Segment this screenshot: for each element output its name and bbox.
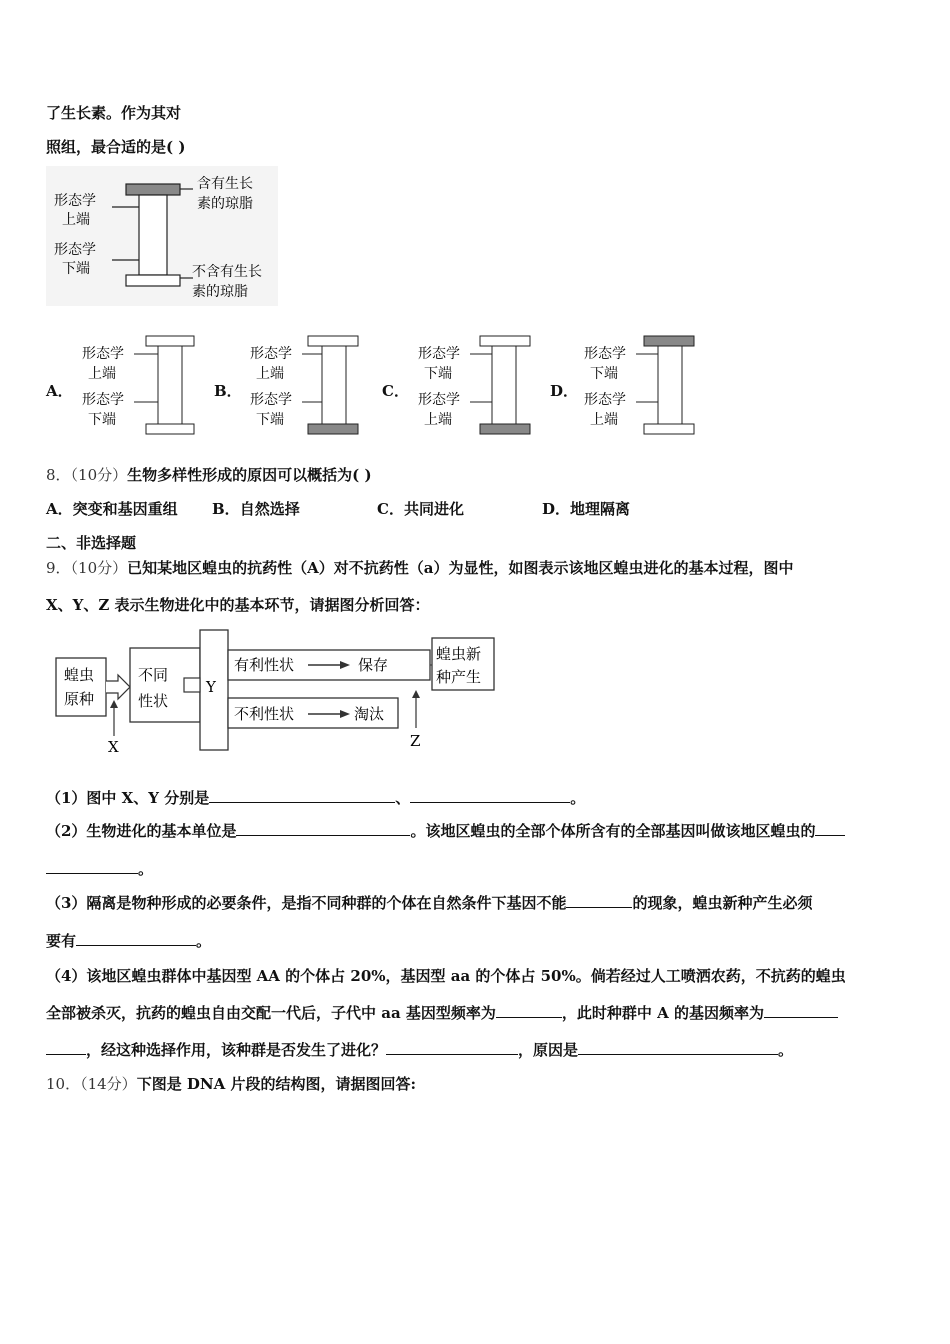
new-species-label-2: 种产生 <box>436 668 482 686</box>
q9-p2-blank-1[interactable] <box>236 821 410 836</box>
q9-stem-1: 已知某地区蝗虫的抗药性（A）对不抗药性（a）为显性，如图表示该地区蝗虫进化的基本过程，图中 <box>127 559 794 577</box>
svg-text:形态学: 形态学 <box>250 346 292 362</box>
keep-label: 保存 <box>358 656 389 674</box>
main-bottom-label-2: 下端 <box>62 261 90 277</box>
main-right-top-2: 素的琼脂 <box>197 196 253 212</box>
q7-option-b-letter[interactable]: B． <box>214 382 242 400</box>
q9-part-4-line-2: 全部被杀灭，抗药的蝗虫自由交配一代后，子代中 aa 基因型频率为 ，此时种群中 A 的基因频率为 <box>46 1002 838 1023</box>
q7-option-a-figure[interactable] <box>80 334 200 438</box>
unfavorable-label: 不利性状 <box>234 705 295 723</box>
q10-stem: 下图是 DNA 片段的结构图，请据图回答: <box>136 1075 417 1093</box>
q8-option-d[interactable]: D．地理隔离 <box>542 500 631 518</box>
svg-text:形态学: 形态学 <box>82 346 124 362</box>
variation-label-2: 性状 <box>138 692 169 710</box>
svg-text:下端: 下端 <box>88 412 116 428</box>
main-right-bottom-1: 不含有生长 <box>192 264 262 280</box>
q9-part-4-line-3: ，经这种选择作用，该种群是否发生了进化？ ，原因是 。 <box>46 1039 793 1060</box>
svg-text:下端: 下端 <box>424 366 452 382</box>
q10-stem-line <box>46 1073 416 1094</box>
new-species-label-1: 蝗虫新 <box>436 645 482 663</box>
main-bottom-label-1: 形态学 <box>54 242 96 258</box>
svg-text:形态学: 形态学 <box>584 392 626 408</box>
q9-evolution-diagram <box>54 628 500 756</box>
q9-part-1: （1）图中 X、Y 分别是 、 。 <box>46 789 586 807</box>
q8-stem: 生物多样性形成的原因可以概括为( ) <box>127 466 372 484</box>
hollow-arrow-icon <box>106 675 130 699</box>
q9-part-3-cont: 要有 。 <box>46 932 212 950</box>
q9-p3-blank-2[interactable] <box>76 931 196 946</box>
q9-part-2: （2）生物进化的基本单位是 。该地区蝗虫的全部个体所含有的全部基因叫做该地区蝗虫的 <box>46 820 845 841</box>
svg-text:形态学: 形态学 <box>418 346 460 362</box>
svg-text:形态学: 形态学 <box>418 392 460 408</box>
q9-p4-blank-3[interactable] <box>386 1040 518 1055</box>
svg-text:形态学: 形态学 <box>250 392 292 408</box>
q9-p3-blank-1[interactable] <box>566 893 632 908</box>
main-right-top-1: 含有生长 <box>197 176 253 192</box>
x-label: X <box>108 738 119 756</box>
q7-option-b-figure[interactable] <box>248 334 368 438</box>
y-label: Y <box>206 678 216 696</box>
q7-main-figure <box>46 166 278 306</box>
main-top-label-2: 上端 <box>62 212 90 228</box>
main-top-agar-block <box>126 184 180 195</box>
q7-line-2: 照组，最合适的是( ) <box>46 138 186 156</box>
q8-options <box>46 498 631 519</box>
q7-option-d-letter[interactable]: D． <box>550 382 579 400</box>
main-top-label-1: 形态学 <box>54 193 96 209</box>
section-2-title: 二、非选择题 <box>46 534 137 552</box>
q9-p4-blank-1[interactable] <box>496 1003 562 1018</box>
q9-stem-line-2: X、Y、Z 表示生物进化中的基本环节，请据图分析回答： <box>46 596 430 614</box>
q10-number: 10．（14分） <box>46 1075 137 1093</box>
eliminate-label: 淘汰 <box>354 705 385 723</box>
q7-option-a-letter[interactable]: A． <box>46 382 73 400</box>
q9-part-4: （4）该地区蝗虫群体中基因型 AA 的个体占 20%，基因型 aa 的个体占 50%。倘若经过人工喷洒农药，不抗药的蝗虫 <box>46 967 846 985</box>
q7-option-c-letter[interactable]: C． <box>382 382 409 400</box>
z-label: Z <box>410 732 421 750</box>
q9-p4-blank-2a[interactable] <box>764 1003 838 1018</box>
q9-p4-blank-4[interactable] <box>578 1040 778 1055</box>
q9-p2-blank-2a[interactable] <box>815 821 845 836</box>
q7-line-1: 了生长素。作为其对 <box>46 104 182 122</box>
svg-text:下端: 下端 <box>590 366 618 382</box>
svg-text:下端: 下端 <box>256 412 284 428</box>
q9-p4-blank-2b[interactable] <box>46 1040 86 1055</box>
origin-label-1: 蝗虫 <box>64 666 95 684</box>
q8-option-a[interactable]: A．突变和基因重组 <box>46 500 178 518</box>
q8-number: 8．（10分） <box>46 466 128 484</box>
favorable-label: 有利性状 <box>234 656 295 674</box>
variation-label-1: 不同 <box>138 666 169 684</box>
q9-p2-blank-2b[interactable] <box>46 859 138 874</box>
svg-text:形态学: 形态学 <box>82 392 124 408</box>
z-arrow-icon <box>412 690 420 698</box>
main-right-bottom-2: 素的琼脂 <box>192 284 248 300</box>
q8-option-b[interactable]: B．自然选择 <box>212 500 300 518</box>
svg-text:上端: 上端 <box>424 412 452 428</box>
svg-text:上端: 上端 <box>590 412 618 428</box>
svg-text:形态学: 形态学 <box>584 346 626 362</box>
q9-stem-line-1 <box>46 557 794 578</box>
q9-p1-blank-y[interactable] <box>410 788 570 803</box>
q9-p1-blank-x[interactable] <box>209 788 395 803</box>
q7-option-c-figure[interactable] <box>416 334 536 438</box>
q8-option-c[interactable]: C．共同进化 <box>377 500 464 518</box>
x-arrow-icon <box>110 700 118 708</box>
q9-part-3: （3）隔离是物种形成的必要条件，是指不同种群的个体在自然条件下基因不能 的现象，蝗虫新种产生必须 <box>46 894 813 912</box>
q9-part-2-cont: 。 <box>46 858 153 879</box>
origin-label-2: 原种 <box>64 690 95 708</box>
svg-text:上端: 上端 <box>256 366 284 382</box>
main-bottom-agar-block <box>126 275 180 286</box>
q8-stem-line <box>46 464 372 485</box>
q7-option-d-figure[interactable] <box>582 334 702 438</box>
svg-text:上端: 上端 <box>88 366 116 382</box>
q9-number: 9．（10分） <box>46 559 128 577</box>
main-plant-segment <box>139 195 167 275</box>
